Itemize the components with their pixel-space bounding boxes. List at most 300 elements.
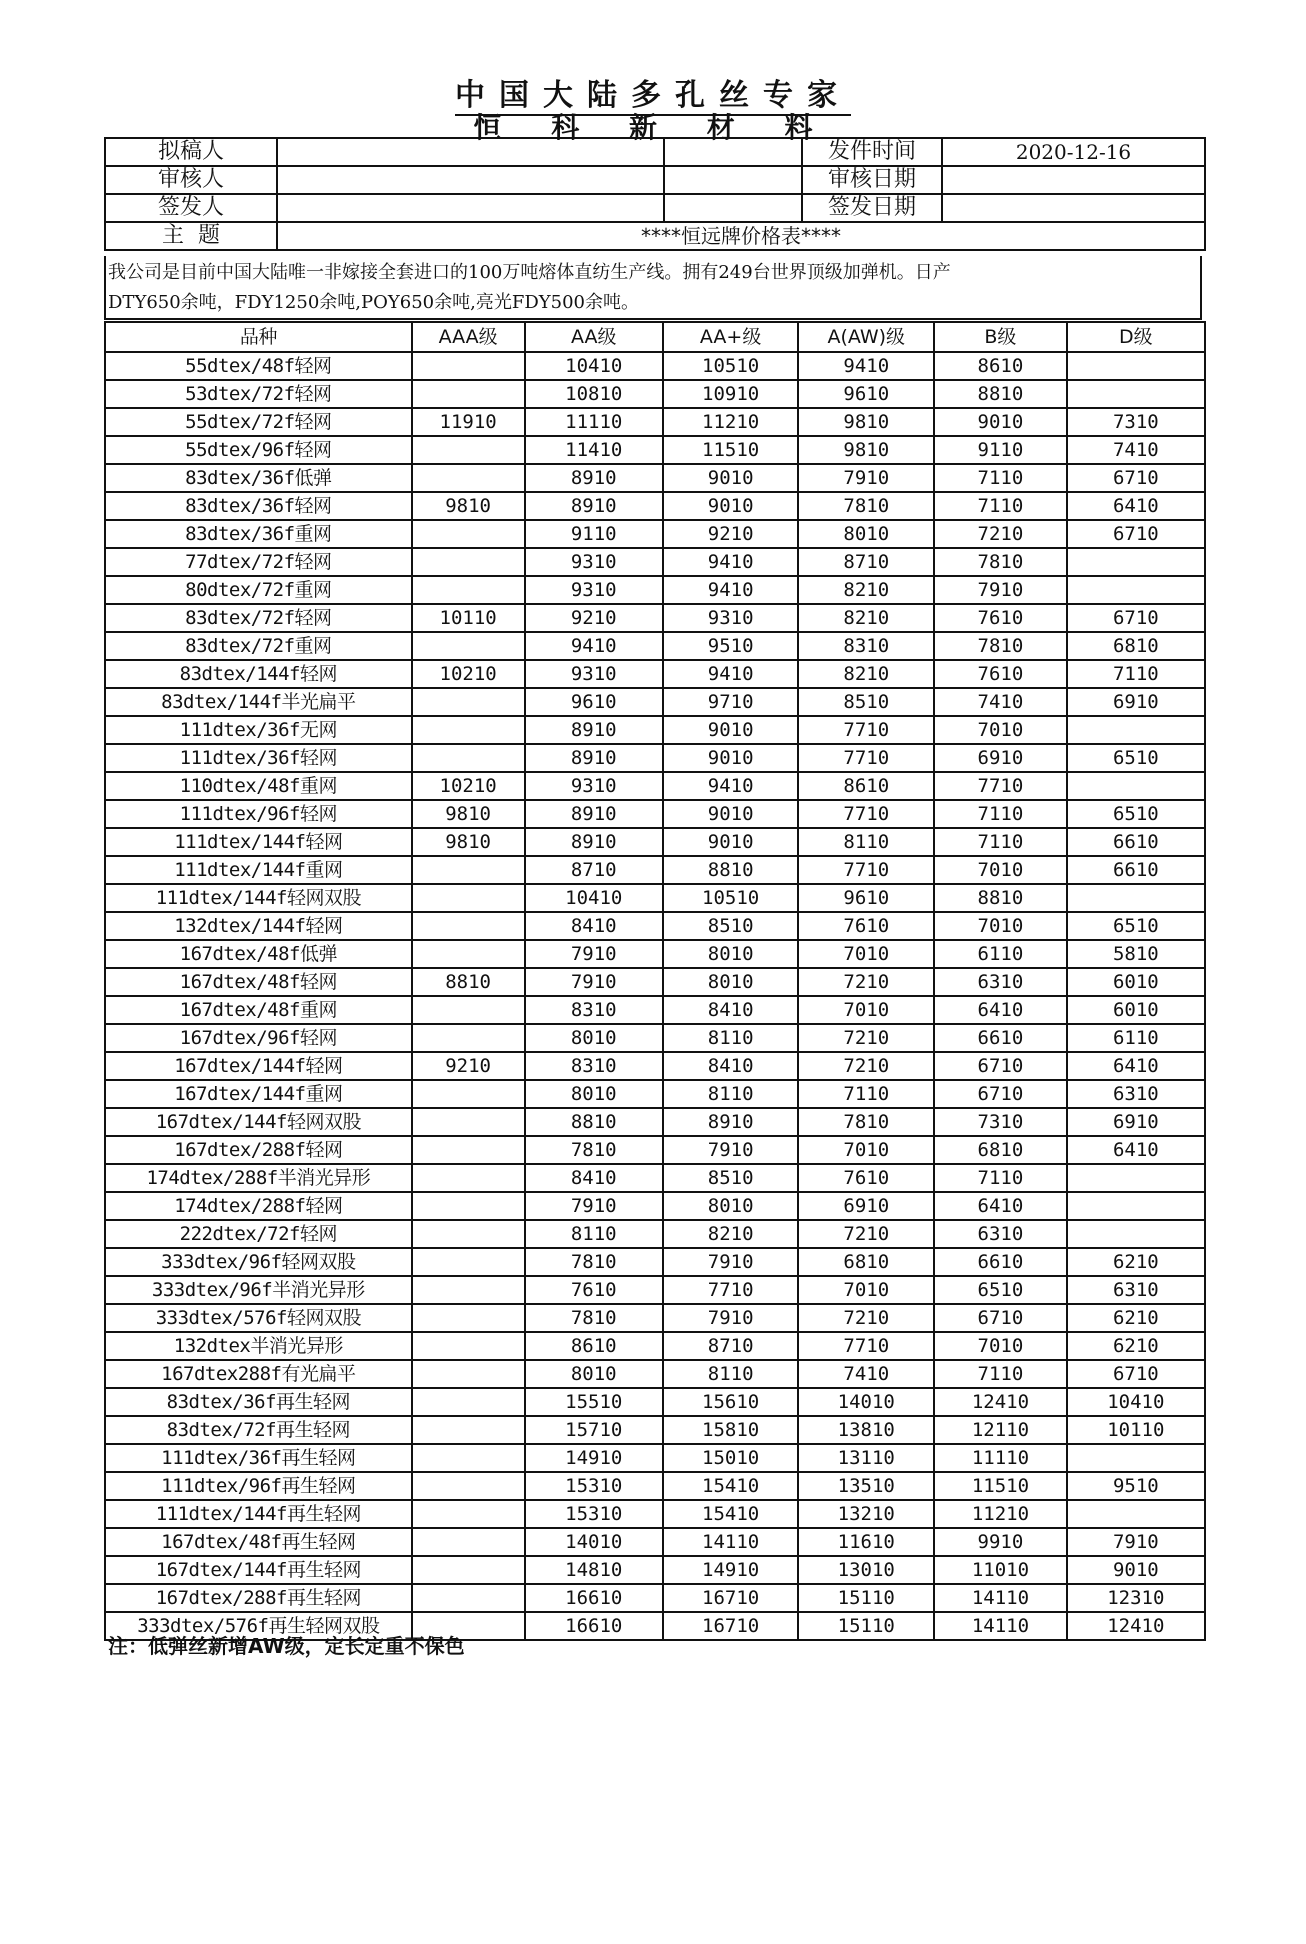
- price-cell-aa-plus-grade: 8010: [663, 968, 798, 996]
- table-row: [105, 1332, 1205, 1360]
- price-cell-aa-plus-grade: 8110: [663, 1024, 798, 1052]
- price-cell-b-grade: 7810: [934, 632, 1066, 660]
- price-table-body: [105, 352, 1205, 1640]
- product-name-cell: 111dtex/144f轻网双股: [105, 884, 412, 912]
- price-cell-aaa-grade: [412, 1164, 525, 1192]
- product-name-cell: 167dtex/48f轻网: [105, 968, 412, 996]
- price-cell-d-grade: 6710: [1067, 1360, 1205, 1388]
- table-row: [105, 660, 1205, 688]
- price-cell-aaa-grade: [412, 1388, 525, 1416]
- price-cell-aaa-grade: [412, 1360, 525, 1388]
- meta-row-drafter: [105, 138, 1205, 166]
- price-cell-aaa-grade: 8810: [412, 968, 525, 996]
- price-cell-d-grade: 6710: [1067, 604, 1205, 632]
- price-cell-d-grade: [1067, 1220, 1205, 1248]
- table-row: [105, 380, 1205, 408]
- table-row: [105, 940, 1205, 968]
- price-cell-b-grade: 11110: [934, 1444, 1066, 1472]
- product-name-cell: 83dtex/144f轻网: [105, 660, 412, 688]
- drafter-label: 拟稿人: [105, 138, 277, 166]
- price-cell-aa-grade: 9410: [525, 632, 663, 660]
- price-cell-aa-plus-grade: 7710: [663, 1276, 798, 1304]
- price-cell-b-grade: 7010: [934, 856, 1066, 884]
- price-cell-a-aw-grade: 7710: [798, 1332, 934, 1360]
- product-name-cell: 77dtex/72f轻网: [105, 548, 412, 576]
- price-cell-aa-grade: 15710: [525, 1416, 663, 1444]
- price-cell-b-grade: 7610: [934, 604, 1066, 632]
- product-name-cell: 167dtex/144f重网: [105, 1080, 412, 1108]
- price-cell-aa-plus-grade: 11210: [663, 408, 798, 436]
- price-cell-b-grade: 7110: [934, 1164, 1066, 1192]
- price-cell-a-aw-grade: 7010: [798, 940, 934, 968]
- product-name-cell: 83dtex/72f再生轻网: [105, 1416, 412, 1444]
- price-cell-d-grade: 6510: [1067, 744, 1205, 772]
- price-cell-d-grade: 7910: [1067, 1528, 1205, 1556]
- product-name-cell: 55dtex/72f轻网: [105, 408, 412, 436]
- price-cell-aaa-grade: 9810: [412, 492, 525, 520]
- price-cell-b-grade: 8810: [934, 884, 1066, 912]
- price-cell-b-grade: 7010: [934, 1332, 1066, 1360]
- price-cell-aa-grade: 8010: [525, 1360, 663, 1388]
- price-cell-aaa-grade: [412, 1080, 525, 1108]
- price-cell-a-aw-grade: 9610: [798, 884, 934, 912]
- drafter-extra: [664, 138, 802, 166]
- price-cell-aa-plus-grade: 8910: [663, 1108, 798, 1136]
- price-cell-b-grade: 12410: [934, 1388, 1066, 1416]
- price-cell-aa-plus-grade: 8010: [663, 1192, 798, 1220]
- price-cell-aa-plus-grade: 9010: [663, 828, 798, 856]
- price-cell-aaa-grade: [412, 940, 525, 968]
- price-cell-d-grade: 6710: [1067, 520, 1205, 548]
- price-cell-aa-plus-grade: 10510: [663, 884, 798, 912]
- price-cell-aa-grade: 7910: [525, 940, 663, 968]
- price-cell-b-grade: 11210: [934, 1500, 1066, 1528]
- send-time-label: 发件时间: [802, 138, 942, 166]
- price-cell-b-grade: 7610: [934, 660, 1066, 688]
- price-cell-a-aw-grade: 13010: [798, 1556, 934, 1584]
- price-cell-aaa-grade: 10210: [412, 772, 525, 800]
- price-cell-aa-plus-grade: 8410: [663, 1052, 798, 1080]
- product-name-cell: 83dtex/36f轻网: [105, 492, 412, 520]
- column-header-variety: 品种: [105, 322, 412, 352]
- drafter-value: [277, 138, 664, 166]
- price-cell-aa-plus-grade: 8410: [663, 996, 798, 1024]
- price-cell-aaa-grade: [412, 352, 525, 380]
- price-cell-d-grade: 6310: [1067, 1080, 1205, 1108]
- table-row: [105, 1108, 1205, 1136]
- table-row: [105, 576, 1205, 604]
- table-row: [105, 1080, 1205, 1108]
- product-name-cell: 132dtex/144f轻网: [105, 912, 412, 940]
- price-cell-b-grade: 8610: [934, 352, 1066, 380]
- price-cell-b-grade: 11010: [934, 1556, 1066, 1584]
- price-cell-aaa-grade: [412, 912, 525, 940]
- price-cell-aa-grade: 8310: [525, 1052, 663, 1080]
- meta-row-subject: [105, 222, 1205, 250]
- product-name-cell: 110dtex/48f重网: [105, 772, 412, 800]
- issuer-value: [277, 194, 664, 222]
- price-cell-aa-plus-grade: 7910: [663, 1136, 798, 1164]
- price-cell-aa-grade: 8910: [525, 464, 663, 492]
- price-cell-d-grade: 6210: [1067, 1248, 1205, 1276]
- price-cell-b-grade: 6910: [934, 744, 1066, 772]
- price-cell-a-aw-grade: 8510: [798, 688, 934, 716]
- price-cell-a-aw-grade: 7610: [798, 912, 934, 940]
- table-row: [105, 968, 1205, 996]
- price-cell-aa-plus-grade: 9010: [663, 744, 798, 772]
- issue-date-value: [942, 194, 1205, 222]
- table-row: [105, 828, 1205, 856]
- price-cell-aa-plus-grade: 9310: [663, 604, 798, 632]
- price-cell-a-aw-grade: 15110: [798, 1584, 934, 1612]
- product-name-cell: 111dtex/144f重网: [105, 856, 412, 884]
- price-cell-aaa-grade: [412, 1584, 525, 1612]
- table-row: [105, 1220, 1205, 1248]
- product-name-cell: 132dtex半消光异形: [105, 1332, 412, 1360]
- table-row: [105, 744, 1205, 772]
- price-cell-a-aw-grade: 7910: [798, 464, 934, 492]
- price-cell-aa-grade: 14810: [525, 1556, 663, 1584]
- price-cell-a-aw-grade: 8210: [798, 576, 934, 604]
- price-cell-b-grade: 7010: [934, 912, 1066, 940]
- price-cell-b-grade: 6410: [934, 996, 1066, 1024]
- product-name-cell: 167dtex288f有光扁平: [105, 1360, 412, 1388]
- product-name-cell: 111dtex/144f再生轻网: [105, 1500, 412, 1528]
- issuer-label: 签发人: [105, 194, 277, 222]
- product-name-cell: 174dtex/288f半消光异形: [105, 1164, 412, 1192]
- price-cell-a-aw-grade: 7710: [798, 744, 934, 772]
- price-table-header: [105, 322, 1205, 352]
- price-cell-a-aw-grade: 8310: [798, 632, 934, 660]
- product-name-cell: 333dtex/96f轻网双股: [105, 1248, 412, 1276]
- intro-line-2: DTY650余吨，FDY1250余吨,POY650余吨,亮光FDY500余吨。: [108, 292, 639, 313]
- reviewer-extra: [664, 166, 802, 194]
- price-cell-b-grade: 7110: [934, 1360, 1066, 1388]
- price-cell-a-aw-grade: 7610: [798, 1164, 934, 1192]
- price-cell-b-grade: 14110: [934, 1584, 1066, 1612]
- price-cell-d-grade: 6010: [1067, 968, 1205, 996]
- product-name-cell: 167dtex/48f低弹: [105, 940, 412, 968]
- column-header-a-aw-grade: A(AW)级: [798, 322, 934, 352]
- price-cell-a-aw-grade: 9610: [798, 380, 934, 408]
- price-cell-aa-plus-grade: 10510: [663, 352, 798, 380]
- price-cell-a-aw-grade: 6910: [798, 1192, 934, 1220]
- product-name-cell: 83dtex/36f低弹: [105, 464, 412, 492]
- table-row: [105, 604, 1205, 632]
- product-name-cell: 55dtex/48f轻网: [105, 352, 412, 380]
- price-cell-aa-grade: 8910: [525, 492, 663, 520]
- table-row: [105, 520, 1205, 548]
- price-cell-b-grade: 7310: [934, 1108, 1066, 1136]
- table-row: [105, 1388, 1205, 1416]
- price-cell-aa-grade: 8410: [525, 912, 663, 940]
- price-cell-aa-grade: 9310: [525, 548, 663, 576]
- product-name-cell: 222dtex/72f轻网: [105, 1220, 412, 1248]
- table-row: [105, 1052, 1205, 1080]
- reviewer-value: [277, 166, 664, 194]
- price-cell-aaa-grade: 11910: [412, 408, 525, 436]
- product-name-cell: 111dtex/36f再生轻网: [105, 1444, 412, 1472]
- send-time-value: 2020-12-16: [942, 138, 1205, 166]
- price-cell-aaa-grade: [412, 380, 525, 408]
- price-cell-d-grade: 6610: [1067, 856, 1205, 884]
- price-cell-aaa-grade: [412, 1276, 525, 1304]
- price-cell-aa-plus-grade: 8010: [663, 940, 798, 968]
- column-header-aa-plus-grade: AA+级: [663, 322, 798, 352]
- price-cell-b-grade: 6610: [934, 1024, 1066, 1052]
- price-cell-aa-grade: 15510: [525, 1388, 663, 1416]
- price-cell-aaa-grade: [412, 1248, 525, 1276]
- price-cell-b-grade: 6310: [934, 1220, 1066, 1248]
- price-cell-a-aw-grade: 13510: [798, 1472, 934, 1500]
- price-cell-d-grade: 6710: [1067, 464, 1205, 492]
- table-row: [105, 1584, 1205, 1612]
- price-cell-aaa-grade: 9210: [412, 1052, 525, 1080]
- price-cell-a-aw-grade: 7210: [798, 1304, 934, 1332]
- price-cell-aaa-grade: [412, 1444, 525, 1472]
- price-cell-b-grade: 12110: [934, 1416, 1066, 1444]
- price-cell-d-grade: 12410: [1067, 1612, 1205, 1640]
- price-cell-aaa-grade: [412, 1500, 525, 1528]
- price-cell-d-grade: [1067, 772, 1205, 800]
- price-cell-b-grade: 6610: [934, 1248, 1066, 1276]
- price-cell-aa-grade: 8710: [525, 856, 663, 884]
- price-cell-d-grade: 6510: [1067, 800, 1205, 828]
- price-cell-b-grade: 7110: [934, 464, 1066, 492]
- price-cell-b-grade: 6410: [934, 1192, 1066, 1220]
- product-name-cell: 333dtex/96f半消光异形: [105, 1276, 412, 1304]
- company-intro: [104, 256, 1202, 320]
- intro-line-1: 我公司是目前中国大陆唯一非嫁接全套进口的100万吨熔体直纺生产线。拥有249台世界顶级加弹机。日产: [108, 262, 951, 283]
- price-cell-aa-plus-grade: 7910: [663, 1248, 798, 1276]
- price-cell-aaa-grade: [412, 1192, 525, 1220]
- price-cell-aa-grade: 10410: [525, 352, 663, 380]
- price-cell-aa-grade: 8910: [525, 744, 663, 772]
- price-cell-b-grade: 7810: [934, 548, 1066, 576]
- price-cell-d-grade: [1067, 1192, 1205, 1220]
- price-cell-aa-plus-grade: 15810: [663, 1416, 798, 1444]
- price-cell-b-grade: 6310: [934, 968, 1066, 996]
- price-cell-aa-plus-grade: 9010: [663, 492, 798, 520]
- price-cell-aaa-grade: [412, 1528, 525, 1556]
- price-cell-aaa-grade: [412, 744, 525, 772]
- price-cell-d-grade: 6110: [1067, 1024, 1205, 1052]
- product-name-cell: 111dtex/144f轻网: [105, 828, 412, 856]
- subject-value: ****恒远牌价格表****: [277, 222, 1205, 250]
- price-cell-a-aw-grade: 13210: [798, 1500, 934, 1528]
- price-cell-aaa-grade: [412, 520, 525, 548]
- price-cell-b-grade: 6710: [934, 1080, 1066, 1108]
- price-cell-aaa-grade: [412, 1220, 525, 1248]
- price-table: [104, 321, 1206, 1641]
- price-cell-d-grade: [1067, 576, 1205, 604]
- price-cell-d-grade: 6010: [1067, 996, 1205, 1024]
- price-cell-aa-grade: 8610: [525, 1332, 663, 1360]
- price-cell-d-grade: 6210: [1067, 1332, 1205, 1360]
- price-cell-aaa-grade: [412, 1304, 525, 1332]
- product-name-cell: 167dtex/144f轻网双股: [105, 1108, 412, 1136]
- price-cell-a-aw-grade: 14010: [798, 1388, 934, 1416]
- price-cell-d-grade: [1067, 1500, 1205, 1528]
- price-cell-d-grade: 7410: [1067, 436, 1205, 464]
- price-cell-d-grade: 10110: [1067, 1416, 1205, 1444]
- table-row: [105, 1024, 1205, 1052]
- table-row: [105, 1248, 1205, 1276]
- price-cell-aaa-grade: 10210: [412, 660, 525, 688]
- price-cell-aa-grade: 7910: [525, 968, 663, 996]
- document-meta-table: [104, 137, 1206, 251]
- price-cell-d-grade: 6410: [1067, 1052, 1205, 1080]
- price-cell-aaa-grade: 9810: [412, 800, 525, 828]
- table-row: [105, 1472, 1205, 1500]
- price-cell-b-grade: 7910: [934, 576, 1066, 604]
- price-cell-b-grade: 8810: [934, 380, 1066, 408]
- price-cell-a-aw-grade: 8110: [798, 828, 934, 856]
- price-cell-aa-grade: 10810: [525, 380, 663, 408]
- table-row: [105, 856, 1205, 884]
- table-row: [105, 408, 1205, 436]
- table-row: [105, 1500, 1205, 1528]
- price-cell-aa-grade: 8410: [525, 1164, 663, 1192]
- price-cell-b-grade: 7110: [934, 800, 1066, 828]
- price-cell-b-grade: 11510: [934, 1472, 1066, 1500]
- product-name-cell: 83dtex/36f重网: [105, 520, 412, 548]
- product-name-cell: 167dtex/144f再生轻网: [105, 1556, 412, 1584]
- price-cell-b-grade: 9010: [934, 408, 1066, 436]
- product-name-cell: 167dtex/48f再生轻网: [105, 1528, 412, 1556]
- table-row: [105, 632, 1205, 660]
- price-cell-a-aw-grade: 7210: [798, 1052, 934, 1080]
- price-cell-d-grade: 6810: [1067, 632, 1205, 660]
- product-name-cell: 333dtex/576f轻网双股: [105, 1304, 412, 1332]
- product-name-cell: 83dtex/72f轻网: [105, 604, 412, 632]
- price-cell-aaa-grade: [412, 1024, 525, 1052]
- price-cell-a-aw-grade: 8210: [798, 604, 934, 632]
- issuer-extra: [664, 194, 802, 222]
- price-cell-d-grade: [1067, 884, 1205, 912]
- price-cell-a-aw-grade: 9810: [798, 408, 934, 436]
- price-cell-aaa-grade: [412, 1416, 525, 1444]
- table-row: [105, 996, 1205, 1024]
- price-cell-a-aw-grade: 7210: [798, 968, 934, 996]
- price-cell-d-grade: [1067, 380, 1205, 408]
- table-row: [105, 436, 1205, 464]
- price-cell-b-grade: 6710: [934, 1052, 1066, 1080]
- price-cell-aa-grade: 16610: [525, 1612, 663, 1640]
- product-name-cell: 167dtex/288f轻网: [105, 1136, 412, 1164]
- price-cell-d-grade: 7110: [1067, 660, 1205, 688]
- table-row: [105, 492, 1205, 520]
- price-cell-a-aw-grade: 7410: [798, 1360, 934, 1388]
- price-cell-aaa-grade: [412, 632, 525, 660]
- table-row: [105, 912, 1205, 940]
- meta-row-issuer: [105, 194, 1205, 222]
- price-cell-d-grade: 6610: [1067, 828, 1205, 856]
- price-cell-b-grade: 6710: [934, 1304, 1066, 1332]
- price-cell-aaa-grade: [412, 716, 525, 744]
- price-cell-aa-grade: 9310: [525, 660, 663, 688]
- price-cell-aa-grade: 15310: [525, 1472, 663, 1500]
- price-cell-aa-plus-grade: 16710: [663, 1584, 798, 1612]
- price-cell-d-grade: 9010: [1067, 1556, 1205, 1584]
- price-cell-aa-grade: 14910: [525, 1444, 663, 1472]
- product-name-cell: 167dtex/48f重网: [105, 996, 412, 1024]
- price-cell-a-aw-grade: 7210: [798, 1220, 934, 1248]
- price-cell-d-grade: 5810: [1067, 940, 1205, 968]
- table-row: [105, 1276, 1205, 1304]
- price-cell-aa-grade: 8910: [525, 716, 663, 744]
- price-cell-a-aw-grade: 7810: [798, 1108, 934, 1136]
- price-cell-aa-plus-grade: 9410: [663, 772, 798, 800]
- price-cell-d-grade: 6210: [1067, 1304, 1205, 1332]
- price-cell-aaa-grade: [412, 1332, 525, 1360]
- table-row: [105, 1164, 1205, 1192]
- price-cell-d-grade: 7310: [1067, 408, 1205, 436]
- price-cell-aa-plus-grade: 9410: [663, 660, 798, 688]
- column-header-aaa-grade: AAA级: [412, 322, 525, 352]
- price-cell-aa-plus-grade: 8110: [663, 1080, 798, 1108]
- price-cell-aa-grade: 14010: [525, 1528, 663, 1556]
- price-cell-aa-plus-grade: 9410: [663, 576, 798, 604]
- price-cell-a-aw-grade: 15110: [798, 1612, 934, 1640]
- price-cell-d-grade: 6310: [1067, 1276, 1205, 1304]
- product-name-cell: 174dtex/288f轻网: [105, 1192, 412, 1220]
- price-cell-aa-plus-grade: 16710: [663, 1612, 798, 1640]
- price-cell-aaa-grade: [412, 464, 525, 492]
- price-cell-b-grade: 7110: [934, 828, 1066, 856]
- product-name-cell: 167dtex/144f轻网: [105, 1052, 412, 1080]
- price-cell-d-grade: [1067, 1444, 1205, 1472]
- column-header-b-grade: B级: [934, 322, 1066, 352]
- price-cell-d-grade: 10410: [1067, 1388, 1205, 1416]
- price-cell-d-grade: [1067, 716, 1205, 744]
- price-cell-aa-plus-grade: 14910: [663, 1556, 798, 1584]
- price-cell-aa-plus-grade: 9210: [663, 520, 798, 548]
- table-row: [105, 1556, 1205, 1584]
- product-name-cell: 83dtex/144f半光扁平: [105, 688, 412, 716]
- price-cell-a-aw-grade: 8010: [798, 520, 934, 548]
- table-row: [105, 1360, 1205, 1388]
- price-cell-b-grade: 7010: [934, 716, 1066, 744]
- price-cell-a-aw-grade: 7010: [798, 1276, 934, 1304]
- reviewer-label: 审核人: [105, 166, 277, 194]
- product-name-cell: 333dtex/576f再生轻网双股: [105, 1612, 412, 1640]
- price-cell-aaa-grade: [412, 1136, 525, 1164]
- price-cell-aa-plus-grade: 7910: [663, 1304, 798, 1332]
- price-cell-aa-plus-grade: 9010: [663, 464, 798, 492]
- price-cell-a-aw-grade: 7710: [798, 800, 934, 828]
- company-title-text: 中国大陆多孔丝专家: [455, 78, 851, 116]
- price-cell-aaa-grade: 10110: [412, 604, 525, 632]
- table-row: [105, 1136, 1205, 1164]
- price-cell-aa-grade: 8910: [525, 828, 663, 856]
- review-date-label: 审核日期: [802, 166, 942, 194]
- price-cell-aa-grade: 16610: [525, 1584, 663, 1612]
- table-row: [105, 772, 1205, 800]
- table-row: [105, 548, 1205, 576]
- price-cell-aaa-grade: [412, 1472, 525, 1500]
- price-cell-aa-grade: 7810: [525, 1136, 663, 1164]
- price-cell-a-aw-grade: 6810: [798, 1248, 934, 1276]
- price-cell-aaa-grade: 9810: [412, 828, 525, 856]
- price-cell-d-grade: [1067, 352, 1205, 380]
- price-cell-aa-grade: 8110: [525, 1220, 663, 1248]
- price-cell-aa-plus-grade: 15610: [663, 1388, 798, 1416]
- product-name-cell: 111dtex/36f无网: [105, 716, 412, 744]
- product-name-cell: 80dtex/72f重网: [105, 576, 412, 604]
- table-row: [105, 1416, 1205, 1444]
- price-cell-a-aw-grade: 7210: [798, 1024, 934, 1052]
